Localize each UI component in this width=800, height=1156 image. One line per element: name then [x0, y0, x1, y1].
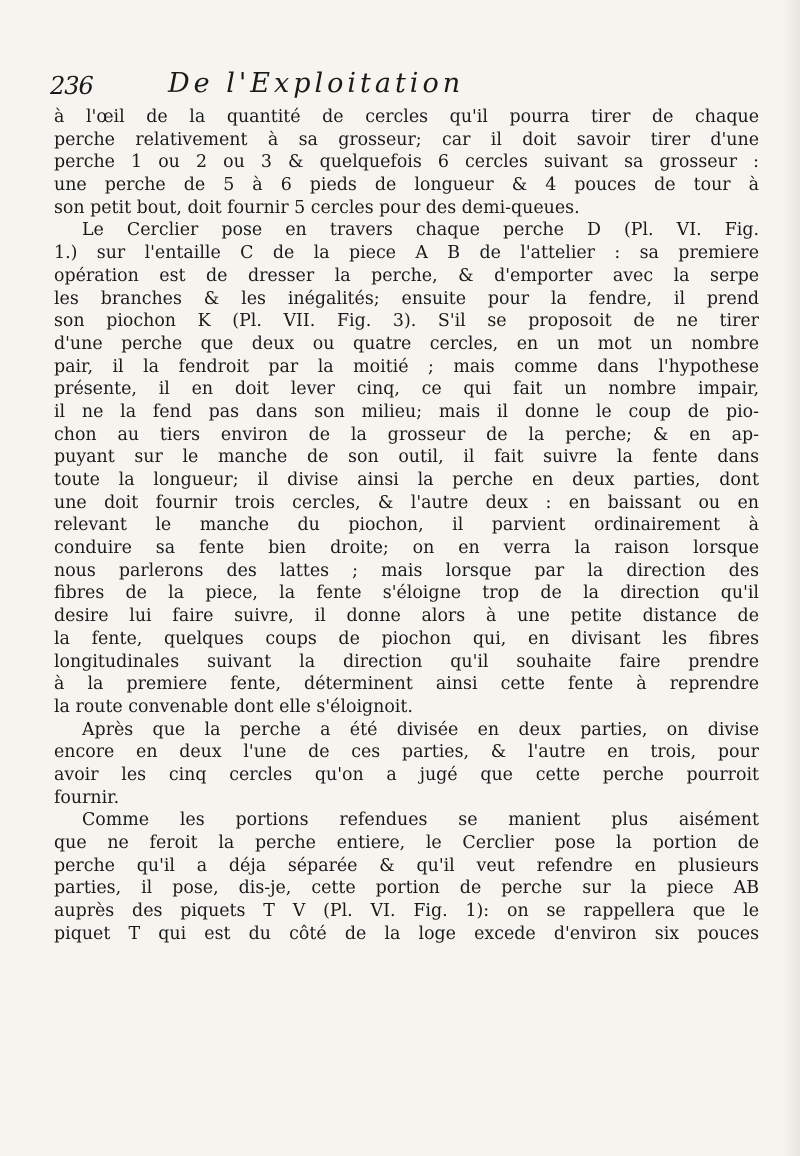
text-line: longitudinales suivant la direction qu'il souhaite faire prendre — [54, 651, 759, 672]
text-line: d'une perche que deux ou quatre cercles, en un mot un nombre — [54, 333, 759, 354]
text-line: à la premiere fente, déterminent ainsi cette fente à reprendre — [54, 674, 759, 695]
text-line: à l'œil de la quantité de cercles qu'il pourra tirer de chaque — [54, 107, 759, 127]
text-line: encore en deux l'une de ces parties, & l'autre en trois, pour — [54, 742, 759, 763]
text-line: auprès des piquets T V (Pl. VI. Fig. 1): on se rappellera que le — [54, 901, 759, 922]
text-line: opération est de dresser la perche, & d'emporter avec la serpe — [54, 265, 759, 286]
text-line: la fente, quelques coups de piochon qui, en divisant les fibres — [54, 628, 759, 649]
text-line: une perche de 5 à 6 pieds de longueur & 4 pouces de tour à — [54, 175, 759, 196]
text-line: il ne la fend pas dans son milieu; mais il donne le coup de pio- — [54, 401, 759, 422]
text-line: présente, il en doit lever cinq, ce qui fait un nombre impair, — [54, 379, 759, 400]
text-line: chon au tiers environ de la grosseur de la perche; & en ap- — [54, 424, 759, 445]
text-line: puyant sur le manche de son outil, il fait suivre la fente dans — [54, 447, 759, 468]
page-number: 236 — [50, 72, 93, 100]
text-line: pair, il la fendroit par la moitié ; mais comme dans l'hypothese — [54, 356, 759, 377]
text-line: relevant le manche du piochon, il parvient ordinairement à — [54, 515, 759, 536]
text-line: une doit fournir trois cercles, & l'autre deux : en baissant ou en — [54, 492, 759, 513]
text-line: fournir. — [54, 787, 120, 808]
text-line: son petit bout, doit fournir 5 cercles pour des demi-queues. — [54, 197, 580, 218]
page-edge-shadow — [782, 0, 800, 1156]
text-line: piquet T qui est du côté de la loge excede d'environ six pouces — [54, 923, 759, 944]
text-line: Comme les portions refendues se manient plus aisément — [82, 810, 759, 831]
text-line: perche 1 ou 2 ou 3 & quelquefois 6 cercles suivant sa grosseur : — [54, 152, 759, 173]
text-line: nous parlerons des lattes ; mais lorsque par la direction des — [54, 560, 759, 581]
text-line: fibres de la piece, la fente s'éloigne trop de la direction qu'il — [54, 583, 759, 604]
text-line: parties, il pose, dis-je, cette portion de perche sur la piece AB — [54, 878, 759, 899]
text-line: la route convenable dont elle s'éloignoit. — [54, 696, 413, 717]
body-text — [54, 106, 759, 1106]
text-line: son piochon K (Pl. VII. Fig. 3). S'il se proposoit de ne tirer — [54, 311, 759, 332]
text-line: Le Cerclier pose en travers chaque perche D (Pl. VI. Fig. — [82, 220, 759, 241]
page-header — [50, 62, 760, 102]
text-line: que ne feroit la perche entiere, le Cerclier pose la portion de — [54, 833, 759, 853]
text-line: conduire sa fente bien droite; on en verra la raison lorsque — [54, 538, 759, 559]
text-line: perche relativement à sa grosseur; car il doit savoir tirer d'une — [54, 129, 759, 150]
text-line: toute la longueur; il divise ainsi la perche en deux parties, dont — [54, 470, 759, 490]
text-line: desire lui faire suivre, il donne alors à une petite distance de — [54, 606, 759, 627]
text-line: perche qu'il a déja séparée & qu'il veut refendre en plusieurs — [54, 855, 759, 876]
text-line: les branches & les inégalités; ensuite pour la fendre, il prend — [54, 288, 759, 309]
text-line: Après que la perche a été divisée en deux parties, on divise — [82, 719, 759, 740]
running-title: De l'Exploitation — [168, 68, 465, 99]
text-line: avoir les cinq cercles qu'on a jugé que cette perche pourroit — [54, 764, 759, 785]
text-line: 1.) sur l'entaille C de la piece A B de l'attelier : sa premiere — [54, 243, 759, 264]
